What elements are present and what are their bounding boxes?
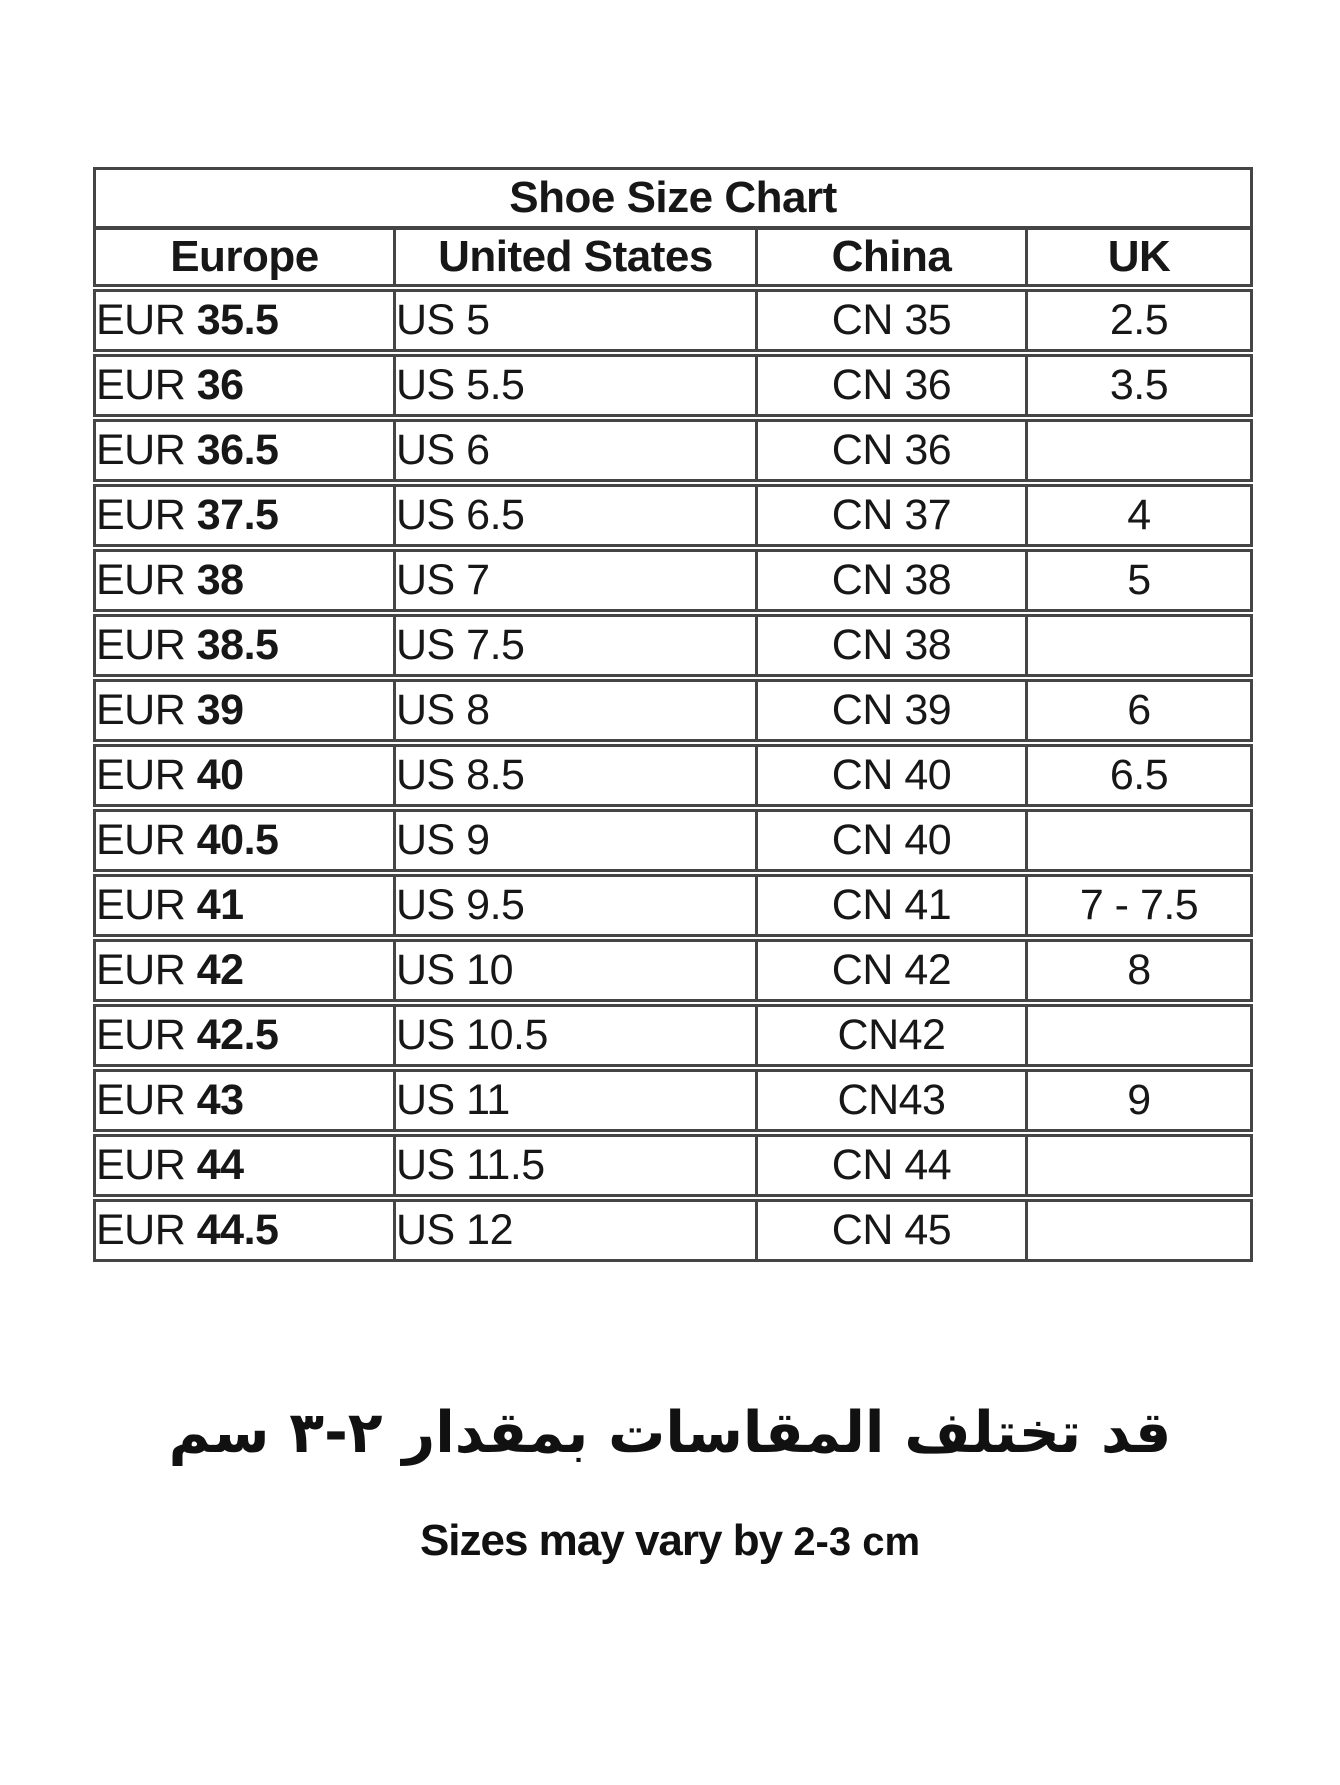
china-cell: CN 40 — [757, 808, 1027, 873]
europe-cell — [95, 873, 395, 938]
column-header-united-states: United States — [395, 228, 757, 288]
table-row — [95, 1068, 1252, 1133]
shoe-size-table — [93, 167, 1253, 1262]
uk-cell: 6.5 — [1027, 743, 1252, 808]
europe-cell — [95, 1068, 395, 1133]
uk-cell: 4 — [1027, 483, 1252, 548]
uk-cell: 8 — [1027, 938, 1252, 1003]
eur-size: 37.5 — [196, 491, 279, 539]
uk-cell — [1027, 1003, 1252, 1068]
note-english-value: 2-3 cm — [793, 1520, 921, 1564]
uk-cell — [1027, 613, 1252, 678]
table-row — [95, 1003, 1252, 1068]
china-cell: CN42 — [757, 1003, 1027, 1068]
us-cell: US 12 — [395, 1198, 757, 1261]
uk-cell: 5 — [1027, 548, 1252, 613]
china-cell: CN 37 — [757, 483, 1027, 548]
eur-prefix: EUR — [96, 816, 186, 864]
eur-size: 44 — [196, 1141, 244, 1189]
table-row — [95, 353, 1252, 418]
china-cell: CN 36 — [757, 353, 1027, 418]
eur-prefix: EUR — [96, 296, 186, 344]
eur-prefix: EUR — [96, 686, 186, 734]
us-cell: US 6.5 — [395, 483, 757, 548]
europe-cell — [95, 1003, 395, 1068]
europe-cell — [95, 483, 395, 548]
uk-cell: 3.5 — [1027, 353, 1252, 418]
europe-cell — [95, 548, 395, 613]
china-cell: CN 45 — [757, 1198, 1027, 1261]
eur-prefix: EUR — [96, 946, 186, 994]
eur-prefix: EUR — [96, 1011, 186, 1059]
china-cell: CN 44 — [757, 1133, 1027, 1198]
table-row — [95, 808, 1252, 873]
china-cell: CN 42 — [757, 938, 1027, 1003]
europe-cell — [95, 743, 395, 808]
eur-prefix: EUR — [96, 621, 186, 669]
column-header-china: China — [757, 228, 1027, 288]
header-row — [95, 228, 1252, 288]
europe-cell — [95, 1198, 395, 1261]
uk-cell — [1027, 418, 1252, 483]
uk-cell: 6 — [1027, 678, 1252, 743]
table-row — [95, 1198, 1252, 1261]
table-row — [95, 678, 1252, 743]
eur-size: 42.5 — [196, 1011, 279, 1059]
eur-size: 38.5 — [196, 621, 279, 669]
eur-prefix: EUR — [96, 1076, 186, 1124]
eur-size: 41 — [196, 881, 244, 929]
us-cell: US 7.5 — [395, 613, 757, 678]
europe-cell — [95, 353, 395, 418]
eur-prefix: EUR — [96, 426, 186, 474]
table-row — [95, 873, 1252, 938]
uk-cell: 2.5 — [1027, 288, 1252, 353]
china-cell: CN 35 — [757, 288, 1027, 353]
china-cell: CN43 — [757, 1068, 1027, 1133]
table-body — [95, 288, 1252, 1261]
table-row — [95, 743, 1252, 808]
us-cell: US 9 — [395, 808, 757, 873]
eur-prefix: EUR — [96, 1141, 186, 1189]
table-row — [95, 483, 1252, 548]
table-row — [95, 1133, 1252, 1198]
us-cell: US 9.5 — [395, 873, 757, 938]
us-cell: US 7 — [395, 548, 757, 613]
table-row — [95, 288, 1252, 353]
eur-size: 35.5 — [196, 296, 279, 344]
uk-cell: 9 — [1027, 1068, 1252, 1133]
europe-cell — [95, 808, 395, 873]
us-cell: US 10.5 — [395, 1003, 757, 1068]
eur-prefix: EUR — [96, 1206, 186, 1254]
column-header-uk: UK — [1027, 228, 1252, 288]
europe-cell — [95, 1133, 395, 1198]
china-cell: CN 38 — [757, 548, 1027, 613]
note-english — [0, 1516, 1340, 1566]
eur-prefix: EUR — [96, 556, 186, 604]
eur-size: 38 — [196, 556, 244, 604]
eur-size: 36 — [196, 361, 244, 409]
us-cell: US 8.5 — [395, 743, 757, 808]
china-cell: CN 40 — [757, 743, 1027, 808]
column-header-europe: Europe — [95, 228, 395, 288]
europe-cell — [95, 613, 395, 678]
europe-cell — [95, 938, 395, 1003]
china-cell: CN 41 — [757, 873, 1027, 938]
eur-prefix: EUR — [96, 491, 186, 539]
table-row — [95, 938, 1252, 1003]
eur-size: 40 — [196, 751, 244, 799]
europe-cell — [95, 678, 395, 743]
note-arabic: قد تختلف المقاسات بمقدار ٢-٣ سم — [168, 1400, 1172, 1466]
eur-size: 36.5 — [196, 426, 279, 474]
europe-cell — [95, 418, 395, 483]
note-english-text: Sizes may vary by — [419, 1516, 783, 1565]
china-cell: CN 36 — [757, 418, 1027, 483]
table-row — [95, 418, 1252, 483]
us-cell: US 10 — [395, 938, 757, 1003]
uk-cell: 7 - 7.5 — [1027, 873, 1252, 938]
title-row — [95, 169, 1252, 229]
us-cell: US 11.5 — [395, 1133, 757, 1198]
us-cell: US 11 — [395, 1068, 757, 1133]
us-cell: US 5 — [395, 288, 757, 353]
eur-size: 43 — [196, 1076, 244, 1124]
us-cell: US 6 — [395, 418, 757, 483]
eur-size: 40.5 — [196, 816, 279, 864]
table-row — [95, 613, 1252, 678]
china-cell: CN 38 — [757, 613, 1027, 678]
eur-size: 39 — [196, 686, 244, 734]
europe-cell — [95, 288, 395, 353]
uk-cell — [1027, 808, 1252, 873]
table-title: Shoe Size Chart — [95, 169, 1252, 229]
uk-cell — [1027, 1198, 1252, 1261]
us-cell: US 5.5 — [395, 353, 757, 418]
eur-prefix: EUR — [96, 361, 186, 409]
china-cell: CN 39 — [757, 678, 1027, 743]
eur-prefix: EUR — [96, 881, 186, 929]
eur-prefix: EUR — [96, 751, 186, 799]
us-cell: US 8 — [395, 678, 757, 743]
uk-cell — [1027, 1133, 1252, 1198]
eur-size: 42 — [196, 946, 244, 994]
table-row — [95, 548, 1252, 613]
eur-size: 44.5 — [196, 1206, 279, 1254]
